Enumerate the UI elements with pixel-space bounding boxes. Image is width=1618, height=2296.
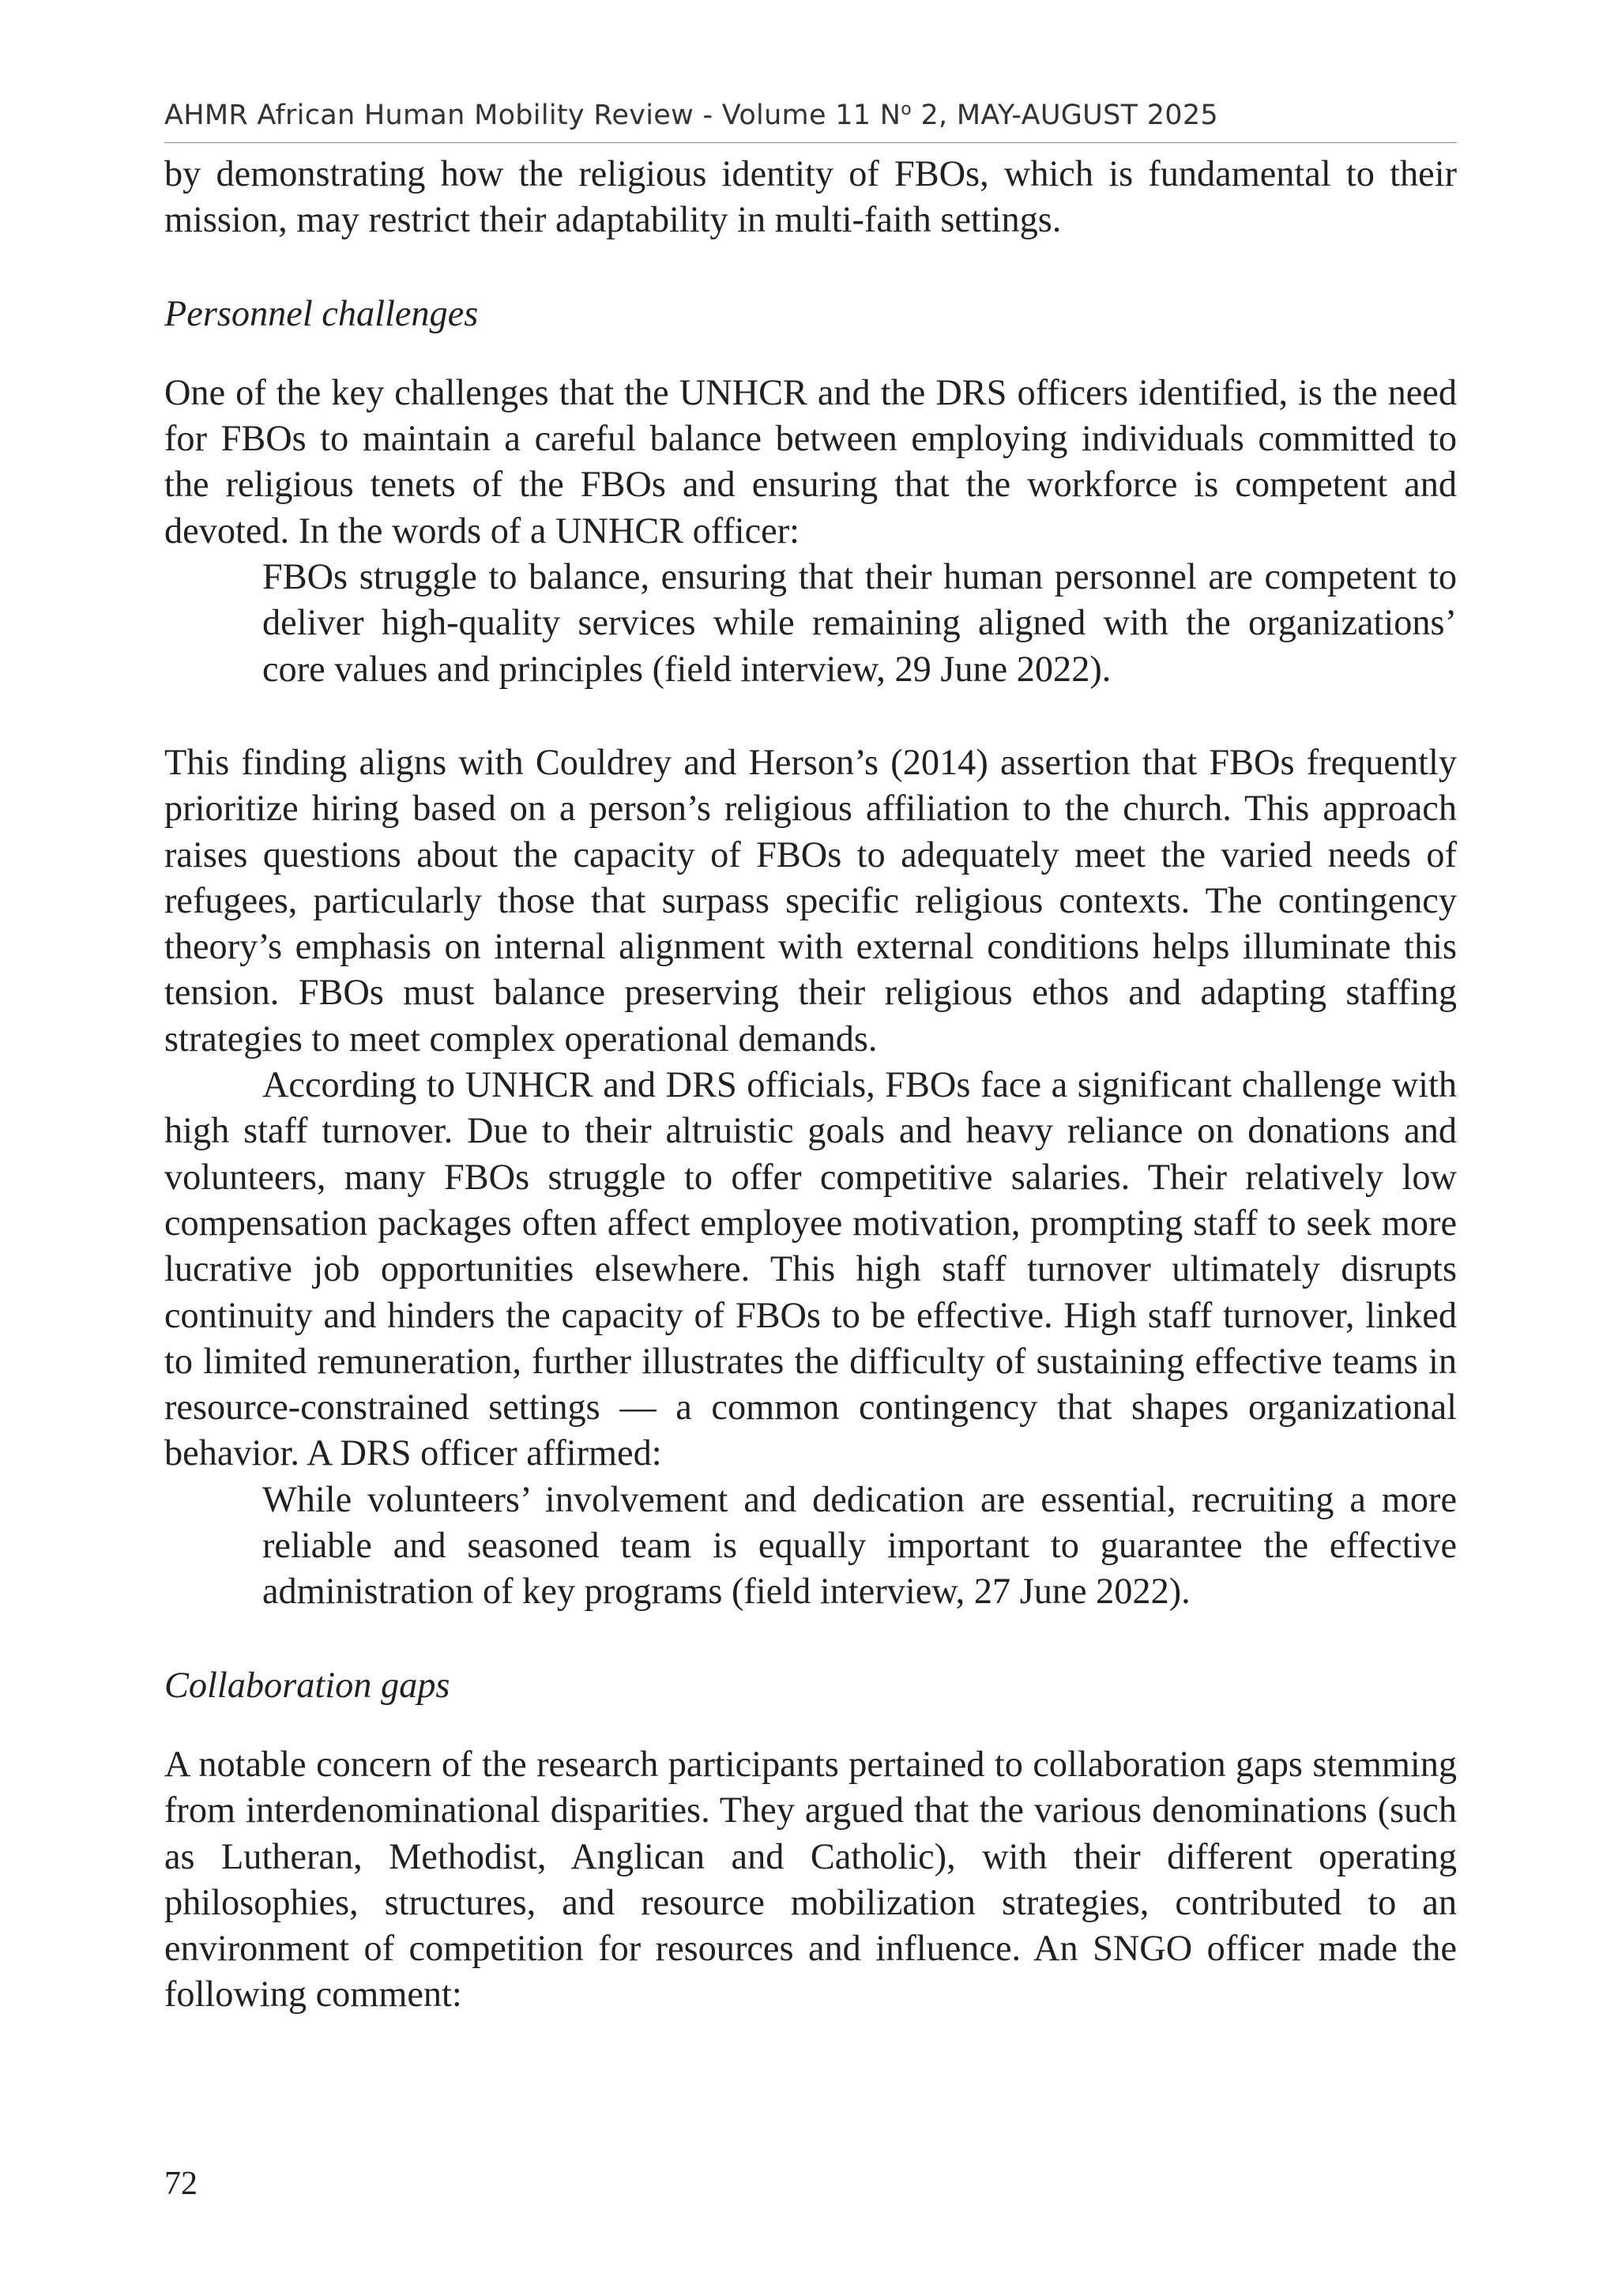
- paragraph-personnel-3: According to UNHCR and DRS officials, FBOs face a significant challenge with high staff turnover. Due to their altruistic goals and heavy reliance on donations and volunteers, many FBOs struggle to offer competitive salaries. Their relatively low compensation packages often affect employee motivation, prompting staff to seek more lucrative job opportunities elsewhere. This high staff turnover ultimately disrupts continuity and hinders the capacity of FBOs to be effective. High staff turnover, linked to limited remuneration, further illustrates the difficulty of sustaining effective teams in resource-constrained settings — a common contingency that shapes organizational behavior. A DRS officer affirmed:: [164, 1065, 1457, 1474]
- section-heading-collaboration: Collaboration gaps: [164, 1665, 450, 1706]
- paragraph-personnel-2: This finding aligns with Couldrey and Herson’s (2014) assertion that FBOs frequently prioritize hiring based on a person’s religious affiliation to the church. This approach raises questions about the capacity of FBOs to adequately meet the varied needs of refugees, particularly those that surpass specific religious contexts. The contingency theory’s emphasis on internal alignment with external conditions helps illuminate this tension. FBOs must balance preserving their religious ethos and adapting staffing strategies to meet complex operational demands.: [164, 742, 1457, 1060]
- article-body: [164, 152, 1457, 2019]
- running-header: [164, 100, 1457, 131]
- block-quote-unhcr: FBOs struggle to balance, ensuring that their human personnel are competent to deliver high-quality services while remaining aligned with the organizations’ core values and principles (field interview, 29 June 2022).: [262, 557, 1457, 690]
- issue-info: 2, MAY-AUGUST 2025: [912, 100, 1218, 131]
- block-quote-drs: While volunteers’ involvement and dedication are essential, recruiting a more reliable and seasoned team is equally important to guarantee the effective administration of key programs (field interview, 27 June 2022).: [262, 1479, 1457, 1613]
- paragraph-continued: by demonstrating how the religious identity of FBOs, which is fundamental to their mission, may restrict their adaptability in multi-faith settings.: [164, 154, 1457, 241]
- paragraph-personnel-1: One of the key challenges that the UNHCR and the DRS officers identified, is the need for FBOs to maintain a careful balance between employing individuals committed to the religious tenets of the FBOs and ensuring that the workforce is competent and devoted. In the words of a UNHCR officer:: [164, 372, 1457, 551]
- paragraph-collaboration-1: A notable concern of the research participants pertained to collaboration gaps stemming from interdenominational disparities. They argued that the various denominations (such as Lutheran, Methodist, Anglican and Catholic), with their different operating philosophies, structures, and resource mobilization strategies, contributed to an environment of competition for resources and influence. An SNGO officer made the following comment:: [164, 1744, 1457, 2016]
- page-number: 72: [164, 2166, 198, 2202]
- section-heading-personnel: Personnel challenges: [164, 293, 479, 334]
- journal-title: AHMR African Human Mobility Review - Volume 11 N: [164, 100, 901, 131]
- header-rule: [164, 142, 1457, 143]
- number-superscript: o: [901, 100, 912, 119]
